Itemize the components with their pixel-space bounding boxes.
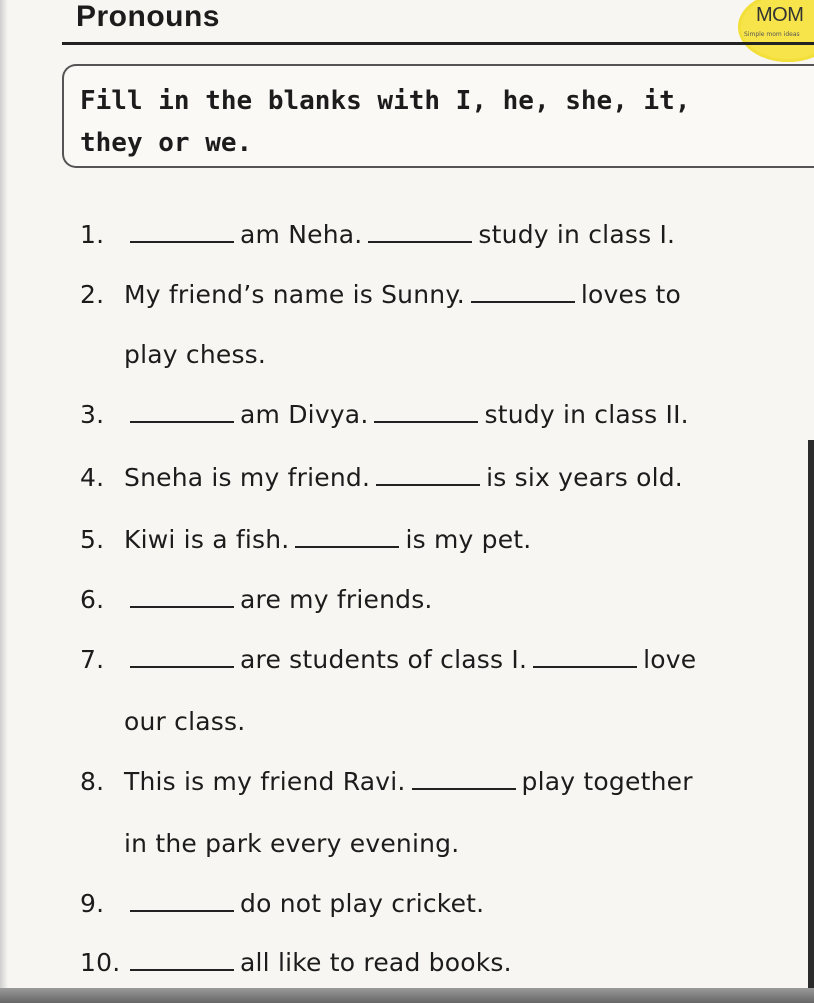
answer-blank[interactable]	[130, 605, 234, 608]
brand-logo-text: MOM	[756, 4, 804, 26]
question-text: do not play cricket.	[240, 889, 485, 918]
question-1	[80, 220, 675, 249]
question-8-continued: in the park every evening.	[124, 829, 460, 858]
photo-left-edge	[0, 0, 8, 1003]
photo-right-edge	[808, 440, 814, 1000]
question-9	[80, 889, 484, 918]
answer-blank[interactable]	[471, 300, 575, 303]
question-text: is my pet.	[405, 525, 532, 554]
question-8	[80, 767, 693, 796]
answer-blank[interactable]	[130, 665, 234, 668]
question-number: 5.	[80, 525, 105, 554]
instructions-text	[80, 80, 770, 164]
answer-blank[interactable]	[130, 968, 234, 971]
question-text: Sneha is my friend.	[124, 463, 371, 492]
question-text: loves to	[580, 280, 681, 309]
question-text: am Neha.	[240, 220, 363, 249]
question-number: 8.	[80, 767, 105, 796]
answer-blank[interactable]	[130, 240, 234, 243]
question-number: 2.	[80, 280, 105, 309]
instructions-line-2: they or we.	[80, 128, 253, 158]
question-7-continued: our class.	[124, 707, 246, 736]
question-number: 6.	[80, 585, 105, 614]
question-number: 7.	[80, 645, 105, 674]
answer-blank[interactable]	[533, 665, 637, 668]
page-title: Pronouns	[76, 0, 220, 33]
question-7	[80, 645, 696, 674]
question-text: love	[643, 645, 697, 674]
question-text: are students of class I.	[240, 645, 528, 674]
photo-bottom-shadow	[0, 988, 814, 1003]
question-number: 4.	[80, 463, 105, 492]
question-10	[80, 948, 512, 977]
answer-blank[interactable]	[295, 545, 399, 548]
question-text: This is my friend Ravi.	[124, 767, 406, 796]
answer-blank[interactable]	[376, 483, 480, 486]
brand-logo-subtext: Simple mom ideas	[744, 31, 800, 38]
answer-blank[interactable]	[368, 240, 472, 243]
question-number: 9.	[80, 889, 105, 918]
question-3	[80, 400, 689, 429]
question-number: 3.	[80, 400, 105, 429]
question-6	[80, 585, 433, 614]
question-text: play together	[521, 767, 693, 796]
question-text: all like to read books.	[240, 948, 512, 977]
answer-blank[interactable]	[412, 787, 516, 790]
question-text: is six years old.	[486, 463, 683, 492]
question-2	[80, 280, 681, 309]
question-text: am Divya.	[240, 400, 369, 429]
question-text: are my friends.	[240, 585, 433, 614]
question-4	[80, 463, 683, 492]
question-2-continued: play chess.	[124, 340, 267, 369]
answer-blank[interactable]	[374, 420, 478, 423]
instructions-line-1: Fill in the blanks with I, he, she, it,	[80, 86, 691, 116]
question-text: study in class I.	[478, 220, 676, 249]
question-number: 1.	[80, 220, 105, 249]
title-underline	[62, 42, 814, 45]
question-text: My friend’s name is Sunny.	[124, 280, 465, 309]
question-5	[80, 525, 531, 554]
question-number: 10.	[80, 948, 121, 977]
answer-blank[interactable]	[130, 420, 234, 423]
question-text: Kiwi is a fish.	[124, 525, 290, 554]
answer-blank[interactable]	[130, 909, 234, 912]
question-text: study in class II.	[484, 400, 689, 429]
